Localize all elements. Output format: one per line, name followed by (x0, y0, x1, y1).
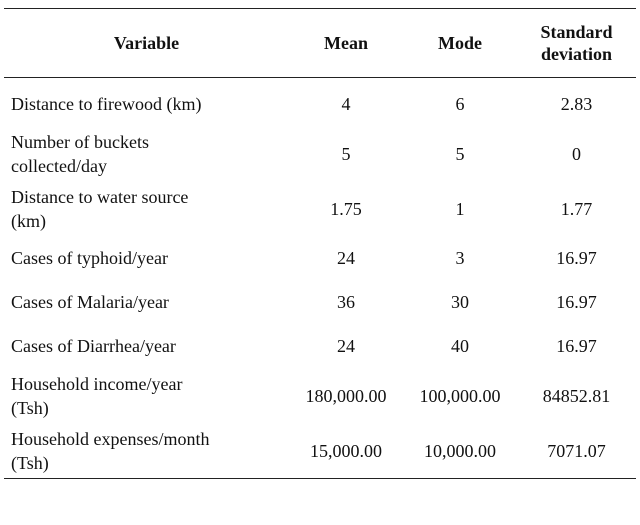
variable-line1: Distance to water source (11, 186, 189, 207)
variable-line1: Household income/year (11, 373, 183, 394)
variable-line2: (Tsh) (11, 452, 49, 473)
cell-mode: 6 (455, 94, 465, 114)
statistics-table (4, 8, 636, 479)
variable-line1: Household expenses/month (11, 428, 210, 449)
cell-mode: 30 (451, 292, 469, 312)
cell-mode: 5 (455, 143, 465, 164)
cell-sd: 7071.07 (547, 440, 606, 461)
cell-sd: 16.97 (556, 292, 597, 312)
cell-mean: 36 (337, 292, 355, 312)
cell-sd: 84852.81 (542, 385, 611, 406)
cell-variable (4, 368, 289, 423)
cell-variable (4, 280, 289, 324)
cell-variable (4, 324, 289, 368)
variable-line2: (Tsh) (11, 397, 49, 418)
table-row (4, 324, 636, 368)
cell-sd: 2.83 (560, 94, 593, 114)
table-row (4, 236, 636, 280)
table-row (4, 423, 636, 479)
cell-mean: 24 (337, 336, 355, 356)
header-sd-line2: deviation (540, 44, 612, 64)
table-row (4, 78, 636, 127)
cell-sd: 0 (572, 143, 581, 164)
cell-mean: 1.75 (330, 198, 362, 219)
cell-mean: 4 (341, 94, 351, 114)
cell-sd: 16.97 (556, 248, 597, 268)
header-variable: Variable (113, 33, 180, 53)
cell-variable (4, 78, 289, 127)
cell-mode: 3 (455, 248, 465, 268)
variable-line1: Distance to firewood (km) (11, 94, 202, 114)
variable-line2: (km) (11, 210, 46, 231)
header-mode: Mode (438, 33, 482, 53)
table-row (4, 181, 636, 236)
header-row (4, 9, 636, 78)
cell-mean: 24 (337, 248, 355, 268)
cell-variable (4, 236, 289, 280)
header-standard-deviation (517, 9, 636, 78)
header-sd-line1: Standard (540, 22, 613, 42)
cell-sd: 16.97 (556, 336, 597, 356)
header-mean: Mean (324, 33, 368, 53)
cell-mean: 180,000.00 (305, 385, 387, 406)
cell-variable (4, 423, 289, 479)
cell-sd: 1.77 (560, 198, 593, 219)
variable-line1: Cases of typhoid/year (11, 248, 168, 268)
table-row (4, 280, 636, 324)
table-body (4, 78, 636, 479)
table-header (4, 9, 636, 78)
variable-line1: Number of buckets (11, 131, 149, 152)
table-row (4, 126, 636, 181)
cell-mode: 1 (455, 198, 465, 219)
cell-mean: 5 (341, 143, 351, 164)
table-row (4, 368, 636, 423)
variable-line2: collected/day (11, 155, 107, 176)
cell-mode: 10,000.00 (424, 440, 496, 461)
variable-line1: Cases of Malaria/year (11, 292, 169, 312)
variable-line1: Cases of Diarrhea/year (11, 336, 176, 356)
cell-mode: 40 (451, 336, 469, 356)
cell-variable (4, 181, 289, 236)
cell-variable (4, 126, 289, 181)
cell-mean: 15,000.00 (310, 440, 382, 461)
cell-mode: 100,000.00 (419, 385, 501, 406)
